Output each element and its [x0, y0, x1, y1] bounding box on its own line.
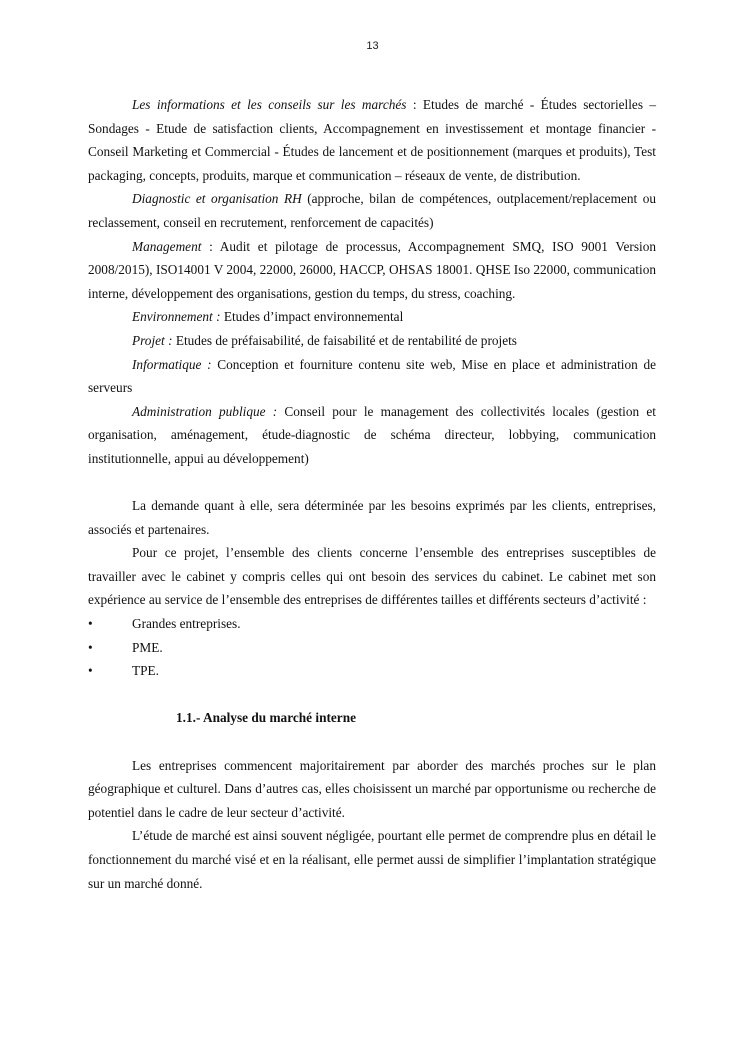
paragraph-gap — [88, 683, 656, 707]
market-approach-paragraph: Les entreprises commencent majoritairement par aborder des marchés proches sur le plan géographique et culturel. Dans d’autres cas, elles choisissent un marché par opportunisme ou recherche de potentiel dans le cadre de leur secteur d’activité. — [88, 757, 656, 820]
service-market-info — [88, 93, 656, 187]
service-text: (approche, bilan de compétences, outplacement/replacement ou reclassement, conseil en recrutement, renforcement de capacités) — [88, 191, 656, 230]
service-separator: : — [201, 238, 220, 254]
service-text: Etudes d’impact environnemental — [223, 309, 404, 325]
service-label: Les informations et les conseils sur les marchés — [132, 97, 407, 112]
bullet-icon: • — [88, 663, 93, 679]
paragraph-gap — [88, 471, 656, 495]
bullet-icon: • — [88, 616, 93, 632]
paragraph-gap — [88, 730, 656, 754]
service-text: Etudes de marché - Études sectorielles – Sondages - Etude de satisfaction clients, Accompagnement en investissement et montage financier - Conseil Marketing et Commercial - Études de lancement et de positionnement (marques et produits), Test packaging, concepts, produits, marque et communication – réseaux de vente, de distribution. — [88, 97, 657, 183]
list-item-text: TPE. — [132, 663, 159, 679]
demand-paragraph: La demande quant à elle, sera déterminée par les besoins exprimés par les clients, entreprises, associés et partenaires. — [88, 498, 656, 537]
service-it — [88, 353, 656, 400]
service-label: Administration publique : — [132, 403, 278, 419]
section-heading: 1.1.- Analyse du marché interne — [176, 710, 356, 726]
list-item — [88, 659, 656, 683]
service-management — [88, 235, 656, 306]
service-environment — [88, 305, 656, 329]
bullet-icon: • — [88, 639, 93, 655]
list-item-text: Grandes entreprises. — [132, 616, 241, 632]
market-study-paragraph: L’étude de marché est ainsi souvent négligée, pourtant elle permet de comprendre plus en détail le fonctionnement du marché visé et en la réalisant, elle permet aussi de simplifier l’implantation stratégique sur un marché donné. — [88, 828, 656, 891]
client-types-list — [88, 612, 656, 683]
page-body — [88, 93, 656, 895]
service-text: Conseil pour le management des collectivités locales (gestion et organisation, aménagement, étude-diagnostic de schéma directeur, lobbying, communication institutionnelle, appui au développement) — [88, 403, 656, 466]
service-separator: : — [406, 97, 423, 112]
clients-paragraph: Pour ce projet, l’ensemble des clients concerne l’ensemble des entreprises susceptibles de travailler avec le cabinet y compris celles qui ont besoin des services du cabinet. Le cabinet met son expérience au service de l’ensemble des entreprises de différentes tailles et différents secteurs d’activité : — [88, 545, 656, 608]
service-text: Etudes de préfaisabilité, de faisabilité et de rentabilité de projets — [175, 332, 517, 348]
service-label: Informatique : — [132, 356, 212, 372]
service-text: Conception et fourniture contenu site web, Mise en place et administration de serveurs — [88, 356, 656, 396]
service-project — [88, 329, 656, 353]
service-text: Audit et pilotage de processus, Accompagnement SMQ, ISO 9001 Version 2008/2015), ISO14001 V 2004, 22000, 26000, HACCP, OHSAS 18001. QHSE Iso 22000, communication interne, développement des organisations, gestion du temps, du stress, coaching. — [88, 238, 656, 301]
list-item-text: PME. — [132, 639, 163, 655]
list-item — [88, 612, 656, 636]
page-number: 13 — [366, 40, 379, 52]
list-item — [88, 636, 656, 660]
service-hr — [88, 187, 656, 234]
service-label: Environnement : — [132, 309, 221, 325]
service-label: Management — [132, 238, 202, 254]
service-label: Projet : — [132, 332, 173, 348]
service-label: Diagnostic et organisation RH — [132, 191, 302, 207]
service-public-admin — [88, 400, 656, 471]
